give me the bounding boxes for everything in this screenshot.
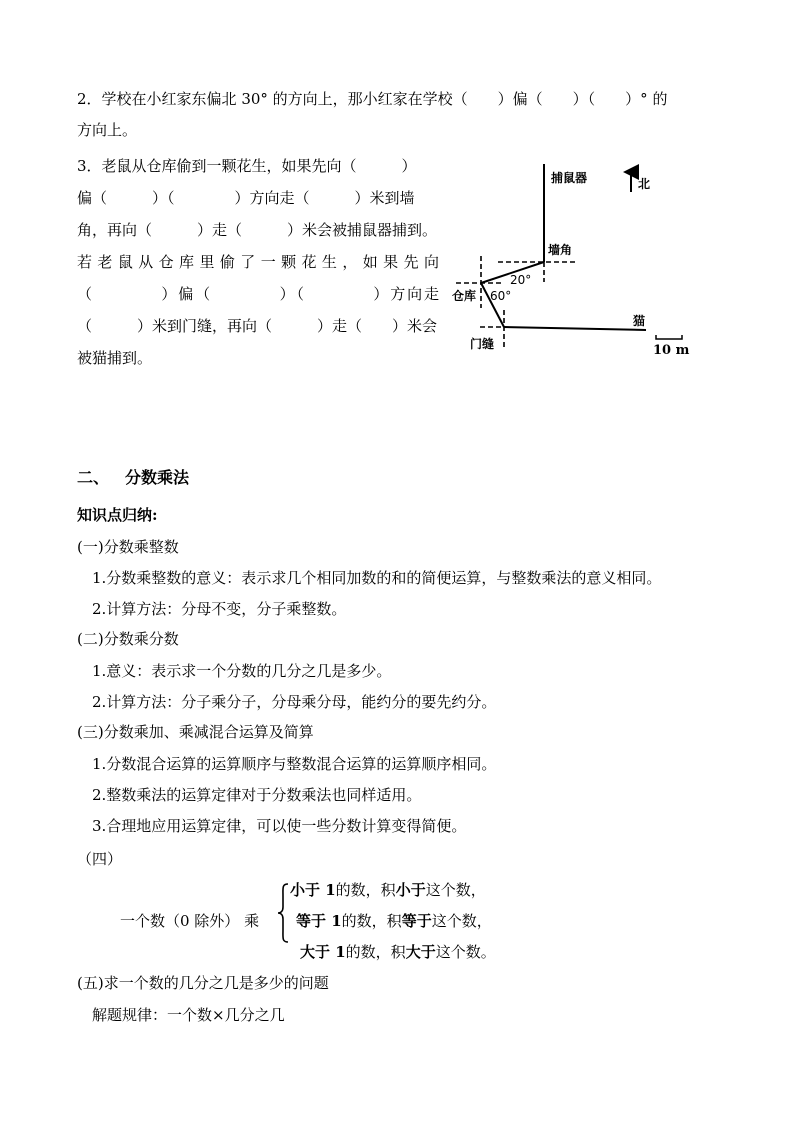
gap-label: 门缝	[470, 337, 495, 351]
question-3-line: （ ）米到门缝，再向（ ）走（ ）米会	[77, 317, 438, 335]
section-heading	[77, 468, 189, 488]
rule-line	[296, 911, 492, 931]
heading-fraction-of-number: (五)求一个数的几分之几是多少的问题	[77, 974, 329, 992]
question-3	[77, 150, 439, 374]
scale-bar	[656, 335, 682, 339]
rule-result: 大于	[405, 943, 436, 961]
question-3-line: （ ）偏（ ）（ ）方向走	[77, 285, 439, 303]
list-item: 3.合理地应用运算定律，可以使一些分数计算变得简便。	[92, 817, 467, 835]
knowledge-summary-title: 知识点归纳:	[77, 506, 158, 524]
question-3-line: 3．老鼠从仓库偷到一颗花生，如果先向（ ）	[77, 157, 417, 175]
rule-line	[300, 942, 496, 962]
corner-label: 墙角	[548, 243, 573, 257]
question-3-line: 角，再向（ ）走（ ）米会被捕鼠器捕到。	[77, 221, 438, 239]
list-item: 1.分数混合运算的运算顺序与整数混合运算的运算顺序相同。	[92, 755, 497, 773]
question-2-line-1: 2．学校在小红家东偏北 30° 的方向上，那小红家在学校（ ）偏（ ）（ ）° 的	[77, 90, 668, 108]
question-3-line: 被猫捕到。	[77, 349, 153, 367]
list-item: 1.分数乘整数的意义：表示求几个相同加数的和的简便运算，与整数乘法的意义相同。	[92, 569, 662, 587]
rule-text: 这个数。	[435, 943, 496, 961]
north-label: 北	[638, 177, 651, 191]
rule-result: 小于	[395, 881, 426, 899]
rule-text: 这个数，	[431, 912, 492, 930]
heading-four: （四）	[77, 850, 123, 868]
rule-text: 这个数，	[425, 881, 486, 899]
question-3-line: 若老鼠从仓库里偷了一颗花生，如果先向	[77, 253, 439, 271]
angle-20-label: 20°	[510, 273, 532, 287]
direction-diagram	[440, 150, 700, 365]
rule-text: 的数，积	[345, 943, 406, 961]
heading-mixed-operations: (三)分数乘加、乘减混合运算及简算	[77, 723, 314, 741]
rule-condition: 小于 1	[290, 881, 336, 899]
heading-fraction-times-integer: (一)分数乘整数	[77, 538, 179, 556]
angle-60-label: 60°	[490, 289, 512, 303]
question-2-line-2: 方向上。	[77, 121, 138, 139]
list-item: 2.整数乘法的运算定律对于分数乘法也同样适用。	[92, 786, 422, 804]
rule-line	[290, 880, 486, 900]
list-item: 2.计算方法：分子乘分子，分母乘分母，能约分的要先约分。	[92, 693, 497, 711]
section-number: 二、	[77, 468, 110, 487]
section-title: 分数乘法	[125, 468, 190, 487]
gap-to-cat-line	[504, 327, 646, 330]
scale-label: 10 m	[653, 343, 690, 358]
rule-condition: 大于 1	[300, 943, 346, 961]
question-3-line: 偏（ ）（ ）方向走（ ）米到墙	[77, 189, 415, 207]
rule-condition: 等于 1	[296, 912, 342, 930]
trap-label: 捕鼠器	[551, 171, 588, 185]
rule-left-text: 一个数（0 除外） 乘	[120, 912, 260, 930]
rule-text: 的数，积	[341, 912, 402, 930]
list-item: 1.意义：表示求一个分数的几分之几是多少。	[92, 662, 392, 680]
cat-label: 猫	[633, 314, 646, 328]
rule-text: 的数，积	[335, 881, 396, 899]
list-item: 解题规律：一个数×几分之几	[92, 1006, 285, 1024]
list-item: 2.计算方法：分母不变，分子乘整数。	[92, 600, 347, 618]
heading-fraction-times-fraction: (二)分数乘分数	[77, 630, 179, 648]
rule-result: 等于	[401, 912, 432, 930]
brace-icon	[276, 882, 290, 944]
warehouse-label: 仓库	[452, 289, 477, 303]
